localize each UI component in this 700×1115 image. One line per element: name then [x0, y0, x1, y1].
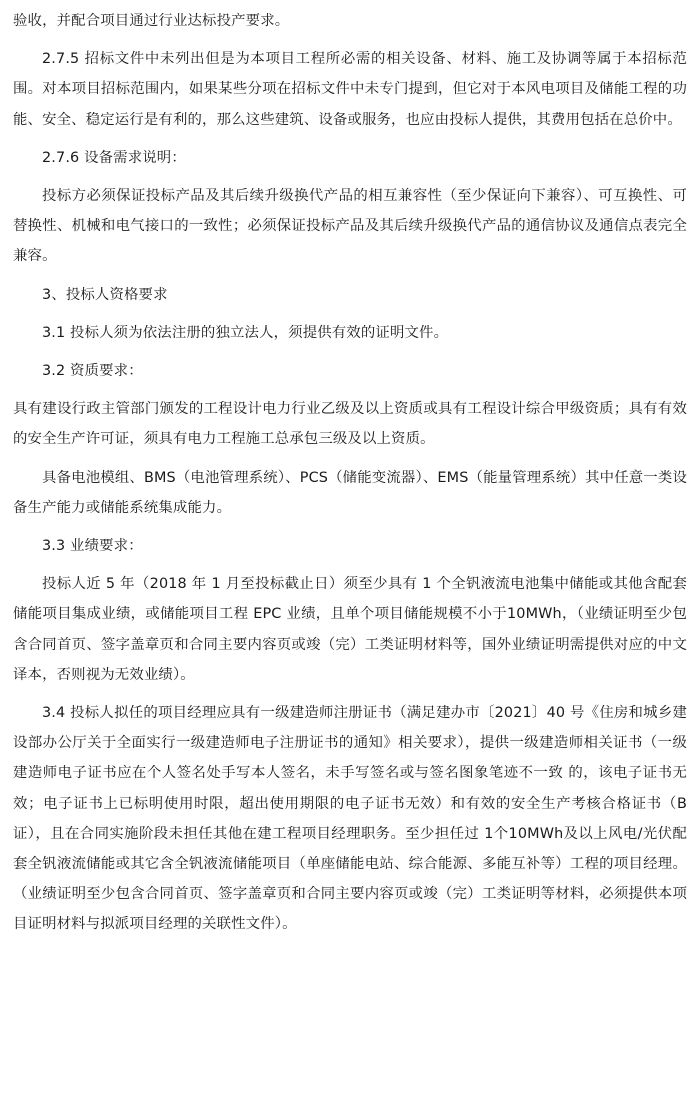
paragraph-3-2-heading: 3.2 资质要求： — [42, 363, 143, 380]
paragraph-continuation: 验收，并配合项目通过行业达标投产要求。 — [13, 13, 290, 29]
paragraph-2-7-5: 2.7.5 招标文件中未列出但是为本项目工程所必需的相关设备、材料、施工及协调等属于本招标范围。对本项目招标范围内，如果某些分项在招标文件中未专门提到，但它对于本风电项目及储能工程的功能、安全、稳定运行是有利的，那么这些建筑、设备或服务，也应由投标人提供，其费用包括在总价中。 — [13, 51, 687, 128]
paragraph-2-7-6-body: 投标方必须保证投标产品及其后续升级换代产品的相互兼容性（至少保证向下兼容）、可互换性、可替换性、机械和电气接口的一致性；必须保证投标产品及其后续升级换代产品的通信协议及通信点表完全兼容。 — [13, 188, 687, 265]
paragraph-3-3-heading: 3.3 业绩要求： — [42, 538, 143, 555]
paragraph-3-3-body: 投标人近 5 年（2018 年 1 月至投标截止日）须至少具有 1 个全钒液流电池集中储能或其他含配套储能项目集成业绩，或储能项目工程 EPC 业绩，且单个项目储能规模不小于10MWh，（业绩证明至少包含合同首页、签字盖章页和合同主要内容页或竣（完）工类证明材料等，国外业绩证明需提供对应的中文译本，否则视为无效业绩）。 — [13, 576, 687, 683]
paragraph-2-7-6-heading: 2.7.6 设备需求说明： — [42, 149, 186, 166]
paragraph-3-1: 3.1 投标人须为依法注册的独立法人，须提供有效的证明文件。 — [42, 324, 449, 341]
paragraph-3-4: 3.4 投标人拟任的项目经理应具有一级建造师注册证书（满足建办市〔2021〕40 号《住房和城乡建设部办公厅关于全面实行一级建造师电子注册证书的通知》相关要求），提供一级建造师相关证书（一级建造师电子证书应在个人签名处手写本人签名，未手写签名或与签名图象笔迹不一致 的，该电子证书无效；电子证书上已标明使用时限，超出使用期限的电子证书无效）和有效的安全生产考核合格证书（B证），且在合同实施阶段未担任其他在建工程项目经理职务。至少担任过 1个10MWh及以上风电/光伏配套全钒液流储能或其它含全钒液流储能项目（单座储能电站、综合能源、多能互补等）工程的项目经理。（业绩证明至少包含合同首页、签字盖章页和合同主要内容页或竣（完）工类证明等材料，必须提供本项目证明材料与拟派项目经理的关联性文件）。 — [13, 705, 687, 933]
paragraph-3-heading: 3、投标人资格要求 — [42, 286, 168, 303]
paragraph-3-2-body-2: 具备电池模组、BMS（电池管理系统）、PCS（储能变流器）、EMS（能量管理系统）其中任意一类设备生产能力或储能系统集成能力。 — [13, 469, 687, 516]
paragraph-3-2-body-1: 具有建设行政主管部门颁发的工程设计电力行业乙级及以上资质或具有工程设计综合甲级资质；具有有效的安全生产许可证，须具有电力工程施工总承包三级及以上资质。 — [13, 401, 687, 448]
